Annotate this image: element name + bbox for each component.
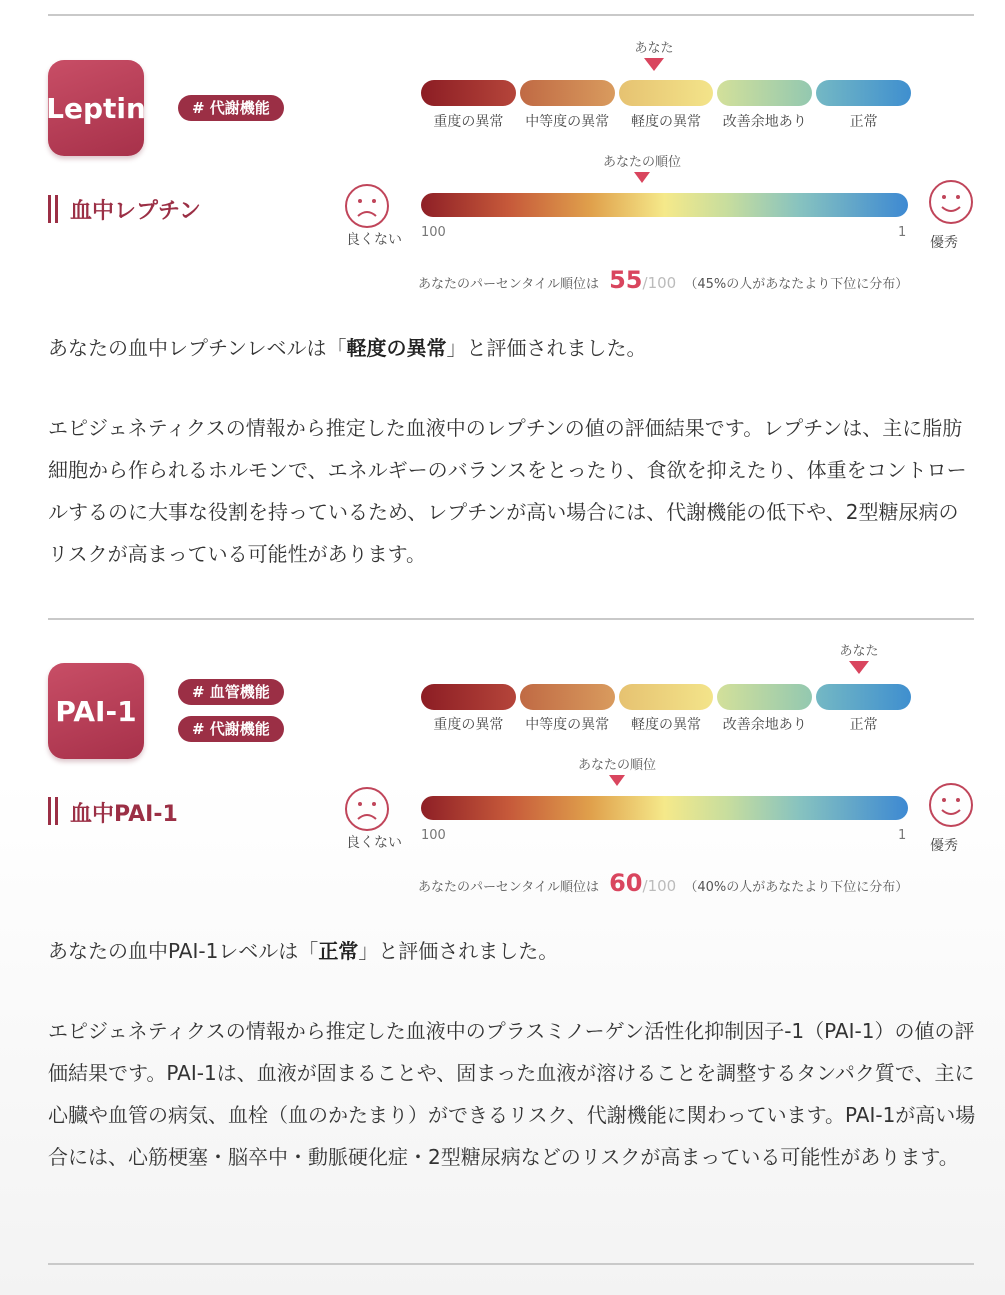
- category-label: 改善余地あり: [722, 717, 807, 733]
- category-bar: [421, 80, 911, 108]
- rank-note: （45%の人があなたより下位に分布）: [684, 277, 909, 292]
- pai1-badge: [48, 663, 144, 759]
- category-label: 正常: [849, 114, 878, 130]
- summary-result: 正常: [318, 939, 359, 963]
- sad-face-icon: [344, 183, 390, 229]
- divider-top: [48, 14, 974, 16]
- category-label: 正常: [849, 717, 878, 733]
- rank-marker-icon: [634, 172, 650, 183]
- tick-right: 1: [898, 828, 907, 843]
- category-normal: [816, 80, 911, 106]
- category-label: 軽度の異常: [630, 114, 701, 130]
- happy-face-icon: [928, 179, 974, 225]
- rank-denominator: /100: [642, 877, 677, 895]
- section-title: 血中PAI-1: [70, 802, 178, 827]
- category-normal: [816, 684, 911, 710]
- category-severe: [421, 684, 516, 710]
- divider-bottom: [48, 1263, 974, 1265]
- percentile-rank-line: [418, 869, 908, 897]
- category-labels: [421, 714, 911, 734]
- tag-vascular: # 血管機能: [178, 679, 284, 705]
- category-label: 改善余地あり: [722, 114, 807, 130]
- tick-left: 100: [421, 828, 446, 843]
- category-severe: [421, 80, 516, 106]
- tick-left: 100: [421, 225, 446, 240]
- category-improvable: [717, 80, 812, 106]
- evaluation-summary: [48, 935, 558, 964]
- tick-right: 1: [898, 225, 907, 240]
- rank-value: 60: [609, 869, 643, 897]
- category-bar: [421, 684, 911, 712]
- rank-marker-label: あなたの順位: [602, 155, 682, 170]
- you-marker-icon: [849, 661, 869, 674]
- evaluation-summary: [48, 332, 647, 361]
- category-mild: [619, 684, 714, 710]
- category-label: 中等度の異常: [525, 114, 610, 130]
- sad-face-icon: [344, 786, 390, 832]
- category-moderate: [520, 80, 615, 106]
- summary-text: 」と評価されました。: [358, 939, 559, 963]
- you-marker-icon: [644, 58, 664, 71]
- good-label: 優秀: [930, 838, 958, 854]
- summary-text: 」と評価されました。: [446, 336, 647, 360]
- badge-label: Leptin: [46, 91, 146, 125]
- percentile-gradient-bar: [421, 193, 908, 217]
- category-improvable: [717, 684, 812, 710]
- tag-metabolic: # 代謝機能: [178, 95, 284, 121]
- title-accent: [55, 195, 58, 223]
- happy-face-icon: [928, 782, 974, 828]
- rank-marker-icon: [609, 775, 625, 786]
- rank-value: 55: [609, 266, 643, 294]
- rank-marker-label: あなたの順位: [577, 758, 657, 773]
- rank-denominator: /100: [642, 274, 677, 292]
- rank-note: （40%の人があなたより下位に分布）: [684, 880, 909, 895]
- category-label: 軽度の異常: [630, 717, 701, 733]
- category-moderate: [520, 684, 615, 710]
- bad-label: 良くない: [346, 835, 402, 851]
- bad-label: 良くない: [346, 232, 402, 248]
- leptin-badge: [48, 60, 144, 156]
- title-accent: [48, 797, 51, 825]
- summary-text: あなたの血中レプチンレベルは「: [48, 336, 347, 360]
- you-label: あなた: [839, 644, 879, 659]
- category-mild: [619, 80, 714, 106]
- good-label: 優秀: [930, 235, 958, 251]
- rank-prefix: あなたのパーセンタイル順位は: [418, 277, 599, 292]
- category-labels: [421, 111, 911, 131]
- category-label: 中等度の異常: [525, 717, 610, 733]
- summary-text: あなたの血中PAI-1レベルは「: [48, 939, 319, 963]
- rank-prefix: あなたのパーセンタイル順位は: [418, 880, 599, 895]
- divider-middle: [48, 618, 974, 620]
- title-accent: [48, 195, 51, 223]
- badge-label: PAI-1: [55, 694, 137, 728]
- category-label: 重度の異常: [433, 717, 504, 733]
- category-label: 重度の異常: [433, 114, 504, 130]
- summary-result: 軽度の異常: [346, 336, 447, 360]
- percentile-rank-line: [418, 266, 908, 294]
- title-accent: [55, 797, 58, 825]
- description-paragraph: エピジェネティクスの情報から推定した血液中のレプチンの値の評価結果です。レプチンは、主に脂肪細胞から作られるホルモンで、エネルギーのバランスをとったり、食欲を抑えたり、体重をコントロールするのに大事な役割を持っているため、レプチンが高い場合には、代謝機能の低下や、2型糖尿病のリスクが高まっている可能性があります。: [48, 416, 967, 566]
- percentile-gradient-bar: [421, 796, 908, 820]
- tag-metabolic: # 代謝機能: [178, 716, 284, 742]
- you-label: あなた: [634, 41, 674, 56]
- section-title: 血中レプチン: [70, 199, 201, 224]
- description-paragraph: エピジェネティクスの情報から推定した血液中のプラスミノーゲン活性化抑制因子-1（PAI-1）の値の評価結果です。PAI-1は、血液が固まることや、固まった血液が溶けることを調整するタンパク質で、主に心臓や血管の病気、血栓（血のかたまり）ができるリスク、代謝機能に関わっています。PAI-1が高い場合には、心筋梗塞・脳卒中・動脈硬化症・2型糖尿病などのリスクが高まっている可能性があります。: [48, 1019, 976, 1169]
